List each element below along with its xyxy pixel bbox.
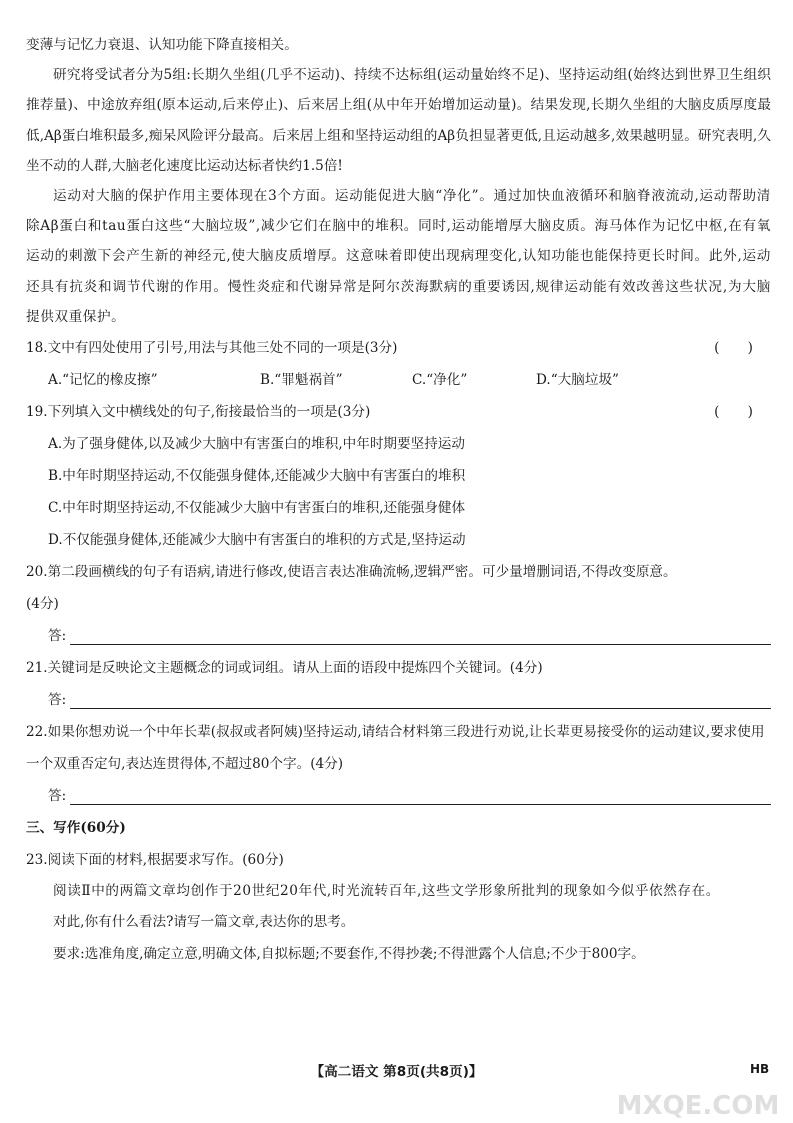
question-19-option-c: C.中年时期坚持运动,不仅能减少大脑中有害蛋白的堆积,还能强身健体	[48, 500, 466, 517]
watermark-logo	[612, 1068, 784, 1120]
question-20-score: (4分)	[26, 596, 59, 613]
question-23-prompt: 对此,你有什么看法?请写一篇文章,表达你的思考。	[53, 914, 355, 931]
question-23-material: 阅读Ⅱ中的两篇文章均创作于20世纪20年代,时光流转百年,这些文学形象所批判的现象如今似乎依然存在。	[53, 883, 721, 900]
question-23-requirements: 要求:选准角度,确定立意,明确文体,自拟标题;不要套作,不得抄袭;不得泄露个人信息;不少于800字。	[53, 946, 645, 963]
question-18-answer-paren: ( )	[714, 340, 765, 357]
footer-code: HB	[750, 1062, 770, 1076]
exam-page	[26, 30, 771, 970]
question-21-answer-line[interactable]	[70, 690, 771, 709]
section-3-title: 三、写作(60分)	[26, 820, 126, 837]
question-19-option-b: B.中年时期坚持运动,不仅能强身健体,还能减少大脑中有害蛋白的堆积	[48, 468, 466, 485]
passage-paragraph-2: 运动对大脑的保护作用主要体现在3个方面。运动能促进大脑“净化”。通过加快血液循环和脑脊液流动,运动帮助清除Aβ蛋白和tau蛋白这些“大脑垃圾”,减少它们在脑中的堆积。同时,运动能增厚大脑皮质。海马体作为记忆中枢,在有氧运动的刺激下会产生新的神经元,使大脑皮质增厚。这意味着即使出现病理变化,认知功能也能保持更长时间。此外,运动还具有抗炎和调节代谢的作用。慢性炎症和代谢异常是阿尔茨海默病的重要诱因,规律运动能有效改善这些状况,为大脑提供双重保护。	[26, 188, 771, 325]
question-20-answer-label: 答:	[48, 628, 67, 645]
question-20-stem: 20.第二段画横线的句子有语病,请进行修改,使语言表达准确流畅,逻辑严密。可少量增删词语,不得改变原意。	[26, 564, 677, 581]
question-22-stem: 22.如果你想劝说一个中年长辈(叔叔或者阿姨)坚持运动,请结合材料第三段进行劝说,让长辈更易接受你的运动建议,要求使用一个双重否定句,表达连贯得体,不超过80个字。(4分)	[26, 724, 765, 773]
question-19-answer-paren: ( )	[714, 404, 765, 421]
question-21-stem: 21.关键词是反映论文主题概念的词或词组。请从上面的语段中提炼四个关键词。(4分)	[26, 660, 543, 677]
question-22-answer-label: 答:	[48, 788, 67, 805]
question-19-option-a: A.为了强身健体,以及减少大脑中有害蛋白的堆积,中年时期要坚持运动	[48, 436, 465, 453]
question-18-option-d: D.“大脑垃圾”	[536, 372, 620, 389]
question-21-answer[interactable]	[26, 684, 771, 716]
question-19	[26, 396, 771, 428]
question-19-stem: 19.下列填入文中横线处的句子,衔接最恰当的一项是(3分)	[26, 404, 371, 421]
question-18-option-c: C.“净化”	[412, 372, 468, 389]
question-18-stem: 18.文中有四处使用了引号,用法与其他三处不同的一项是(3分)	[26, 340, 398, 357]
question-18-option-b: B.“罪魁祸首”	[260, 372, 343, 389]
passage-paragraph-0: 变薄与记忆力衰退、认知功能下降直接相关。	[26, 37, 298, 53]
question-18-options	[26, 364, 771, 396]
page-footer: 【高二语文 第8页(共8页)】	[310, 1064, 483, 1080]
question-22-answer[interactable]	[26, 780, 771, 812]
question-20-answer-line[interactable]	[70, 626, 771, 645]
question-19-option-d: D.不仅能强身健体,还能减少大脑中有害蛋白的堆积的方式是,坚持运动	[48, 532, 466, 549]
question-21-answer-label: 答:	[48, 692, 67, 709]
question-20-answer[interactable]	[26, 620, 771, 652]
question-22-answer-line[interactable]	[70, 786, 771, 805]
watermark-text: MXQE.COM	[616, 1091, 780, 1120]
question-18	[26, 332, 771, 364]
passage-paragraph-1: 研究将受试者分为5组:长期久坐组(几乎不运动)、持续不达标组(运动量始终不足)、坚持运动组(始终达到世界卫生组织推荐量)、中途放弃组(原本运动,后来停止)、后来居上组(从中年开始增加运动量)。结果发现,长期久坐组的大脑皮质厚度最低,Aβ蛋白堆积最多,痴呆风险评分最高。后来居上组和坚持运动组的Aβ负担显著更低,且运动越多,效果越明显。研究表明,久坐不动的人群,大脑老化速度比运动达标者快约1.5倍!	[26, 67, 771, 174]
question-18-option-a: A.“记忆的橡皮擦”	[48, 372, 158, 389]
question-23-stem: 23.阅读下面的材料,根据要求写作。(60分)	[26, 852, 284, 869]
